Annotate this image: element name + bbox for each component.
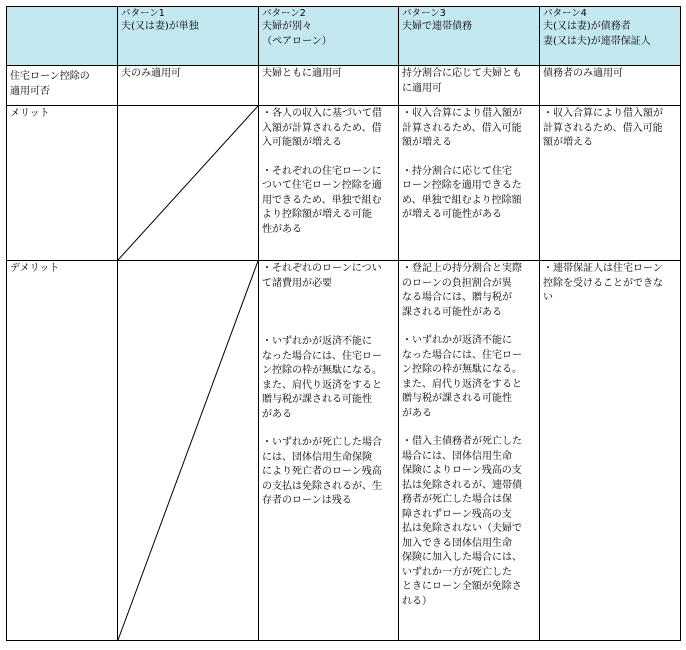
demerit-cell-pattern-1-not-applicable <box>118 261 259 641</box>
cell-paragraph: ・登記上の持分割合と実際 のローンの負担割合が異 なる場合には、贈与税が 課される可能性がある <box>402 263 522 318</box>
merit-cell-pattern-3 <box>399 106 540 261</box>
header-row <box>7 7 681 66</box>
row-label-text: メリット <box>10 108 50 119</box>
merit-cell-pattern-1-not-applicable <box>118 106 259 261</box>
cell-paragraph: ・いずれかが返済不能に なった場合には、住宅ロー ン控除の枠が無駄になる。 また、肩代り返済をすると 贈与税が課される可能性 がある <box>402 335 522 419</box>
cell-text: 債務者のみ適用可 <box>543 68 623 79</box>
pattern-label: パターン4 <box>543 8 587 19</box>
cell-paragraph: ・それぞれの住宅ローンに ついて住宅ローン控除を適 用できるため、単独で組む より控除額が増える可能 性がある <box>262 165 382 235</box>
cell-text: 持分割合に応じて夫婦とも に適用可 <box>402 68 522 94</box>
cell-paragraph: ・借入主債務者が死亡した 場合には、団体信用生命 保険によりローン残高の支 払は免除されるが、連帯債 務者が死亡した場合は保 障されずローン残高の支 払は免除されない（夫婦で 加入できる団体信用生命 保険に加入した場合には、 いずれか一方が死亡した ときにローン全額が免除さ れる） <box>402 436 522 607</box>
row-label-text: 住宅ローン控除の 適用可否 <box>10 71 90 97</box>
deduction-cell-pattern-1 <box>118 66 259 106</box>
cell-paragraph: ・収入合算により借入額が 計算されるため、借入可能 額が増える <box>402 108 522 148</box>
merit-row <box>7 106 681 261</box>
pattern-label: パターン2 <box>262 8 306 19</box>
diagonal-slash <box>118 261 258 640</box>
header-pattern-2 <box>259 7 399 66</box>
header-pattern-4 <box>540 7 681 66</box>
comparison-table <box>6 6 681 641</box>
pattern-description: 夫(又は妻)が債務者 妻(又は夫)が連帯保証人 <box>543 21 651 47</box>
cell-paragraph: ・連帯保証人は住宅ローン 控除を受けることができな い <box>543 263 663 303</box>
demerit-cell-pattern-2 <box>259 261 399 641</box>
diagonal-slash <box>118 106 258 260</box>
cell-paragraph: ・それぞれのローンについ て諸費用が必要 <box>262 263 382 289</box>
header-pattern-3 <box>399 7 540 66</box>
cell-text: 夫のみ適用可 <box>121 68 181 79</box>
row-label-deduction <box>7 66 118 106</box>
merit-cell-pattern-2 <box>259 106 399 261</box>
demerit-cell-pattern-4 <box>540 261 681 641</box>
cell-paragraph: ・各人の収入に基づいて借 入額が計算されるため、借 入可能額が増える <box>262 108 382 148</box>
cell-text: 夫婦ともに適用可 <box>262 68 342 79</box>
row-label-demerit <box>7 261 118 641</box>
pattern-label: パターン1 <box>121 8 165 19</box>
deduction-row <box>7 66 681 106</box>
cell-paragraph: ・持分割合に応じて住宅 ローン控除を適用できるた め、単独で組むより控除額 が増える可能性がある <box>402 165 522 220</box>
pattern-description: 夫(又は妻)が単独 <box>121 21 199 32</box>
cell-paragraph: ・いずれかが返済不能に なった場合には、住宅ロー ン控除の枠が無駄になる。 また、肩代り返済をすると 贈与税が課される可能性 がある <box>262 336 382 420</box>
pattern-description: 夫婦で連帯債務 <box>402 21 472 32</box>
row-label-merit <box>7 106 118 261</box>
merit-cell-pattern-4 <box>540 106 681 261</box>
demerit-row <box>7 261 681 641</box>
deduction-cell-pattern-4 <box>540 66 681 106</box>
header-corner-cell <box>7 7 118 66</box>
demerit-cell-pattern-3 <box>399 261 540 641</box>
deduction-cell-pattern-2 <box>259 66 399 106</box>
pattern-label: パターン3 <box>402 8 446 19</box>
cell-paragraph: ・収入合算により借入額が 計算されるため、借入可能 額が増える <box>543 108 663 148</box>
header-pattern-1 <box>118 7 259 66</box>
deduction-cell-pattern-3 <box>399 66 540 106</box>
row-label-text: デメリット <box>10 263 60 274</box>
cell-paragraph: ・いずれかが死亡した場合 には、団体信用生命保険 により死亡者のローン残高 の支払は免除されるが、生 存者のローンは残る <box>262 437 382 506</box>
pattern-description: 夫婦が別々 （ペアローン） <box>262 21 332 47</box>
